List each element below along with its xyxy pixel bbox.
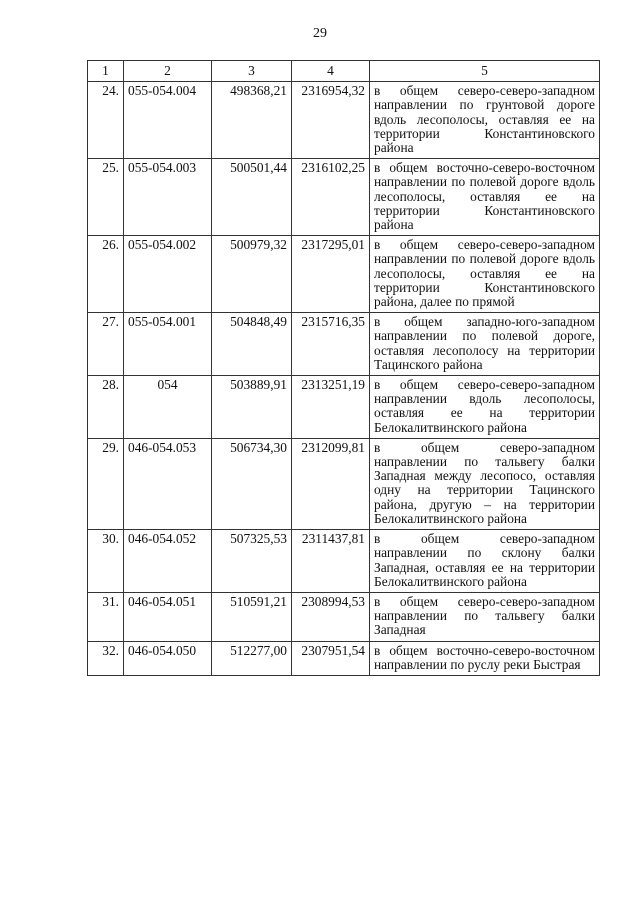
- coordinate-y: 2315716,35: [292, 313, 370, 376]
- coordinate-x: 512277,00: [212, 641, 292, 675]
- row-number: 30.: [88, 530, 124, 593]
- coordinate-y: 2313251,19: [292, 376, 370, 439]
- column-header-3: 3: [212, 61, 292, 82]
- table-row: [88, 641, 600, 675]
- table-header-row: [88, 61, 600, 82]
- boundary-description: в общем северо-северо-западном направлении по полевой дороге вдоль лесополосы, оставляя ее на территории Константиновского района, далее по прямой: [370, 236, 600, 313]
- row-number: 25.: [88, 159, 124, 236]
- boundary-description: в общем восточно-северо-восточном направлении по руслу реки Быстрая: [370, 641, 600, 675]
- row-number: 29.: [88, 438, 124, 529]
- table-row: [88, 438, 600, 529]
- point-code: 054: [124, 376, 212, 439]
- row-number: 28.: [88, 376, 124, 439]
- coordinate-x: 503889,91: [212, 376, 292, 439]
- coordinate-x: 510591,21: [212, 592, 292, 641]
- row-number: 31.: [88, 592, 124, 641]
- boundary-description: в общем северо-западном направлении по тальвегу балки Западная между лесопосо, оставляя одну на территории Тацинского района, другую – на территории Белокалитвинского района: [370, 438, 600, 529]
- column-header-1: 1: [88, 61, 124, 82]
- coordinate-y: 2311437,81: [292, 530, 370, 593]
- table-row: [88, 530, 600, 593]
- coordinate-y: 2317295,01: [292, 236, 370, 313]
- boundary-table: [87, 60, 600, 676]
- point-code: 055-054.003: [124, 159, 212, 236]
- coordinate-y: 2316102,25: [292, 159, 370, 236]
- coordinate-y: 2307951,54: [292, 641, 370, 675]
- point-code: 046-054.050: [124, 641, 212, 675]
- point-code: 046-054.053: [124, 438, 212, 529]
- boundary-description: в общем северо-северо-западном направлении вдоль лесополосы, оставляя ее на территории Белокалитвинского района: [370, 376, 600, 439]
- point-code: 055-054.004: [124, 82, 212, 159]
- row-number: 24.: [88, 82, 124, 159]
- page-number: 29: [313, 26, 327, 41]
- table-row: [88, 82, 600, 159]
- row-number: 27.: [88, 313, 124, 376]
- coordinate-x: 500979,32: [212, 236, 292, 313]
- column-header-4: 4: [292, 61, 370, 82]
- boundary-description: в общем северо-северо-западном направлении по грунтовой дороге вдоль лесополосы, оставляя ее на территории Константиновского района: [370, 82, 600, 159]
- coordinate-y: 2312099,81: [292, 438, 370, 529]
- coordinate-x: 507325,53: [212, 530, 292, 593]
- coordinate-y: 2308994,53: [292, 592, 370, 641]
- boundary-description: в общем западно-юго-западном направлении по полевой дороге, оставляя лесополосу на территории Тацинского района: [370, 313, 600, 376]
- table-row: [88, 159, 600, 236]
- table-row: [88, 376, 600, 439]
- boundary-description: в общем северо-северо-западном направлении по тальвегу балки Западная: [370, 592, 600, 641]
- table-row: [88, 592, 600, 641]
- point-code: 055-054.001: [124, 313, 212, 376]
- coordinate-x: 504848,49: [212, 313, 292, 376]
- table-row: [88, 313, 600, 376]
- column-header-2: 2: [124, 61, 212, 82]
- point-code: 046-054.052: [124, 530, 212, 593]
- table-row: [88, 236, 600, 313]
- point-code: 055-054.002: [124, 236, 212, 313]
- coordinate-y: 2316954,32: [292, 82, 370, 159]
- coordinate-x: 506734,30: [212, 438, 292, 529]
- boundary-description: в общем восточно-северо-восточном направлении по полевой дороге вдоль лесополосы, оставляя ее на территории Константиновского района: [370, 159, 600, 236]
- column-header-5: 5: [370, 61, 600, 82]
- boundary-description: в общем северо-западном направлении по склону балки Западная, оставляя ее на территории Белокалитвинского района: [370, 530, 600, 593]
- row-number: 26.: [88, 236, 124, 313]
- coordinate-x: 498368,21: [212, 82, 292, 159]
- point-code: 046-054.051: [124, 592, 212, 641]
- row-number: 32.: [88, 641, 124, 675]
- coordinate-x: 500501,44: [212, 159, 292, 236]
